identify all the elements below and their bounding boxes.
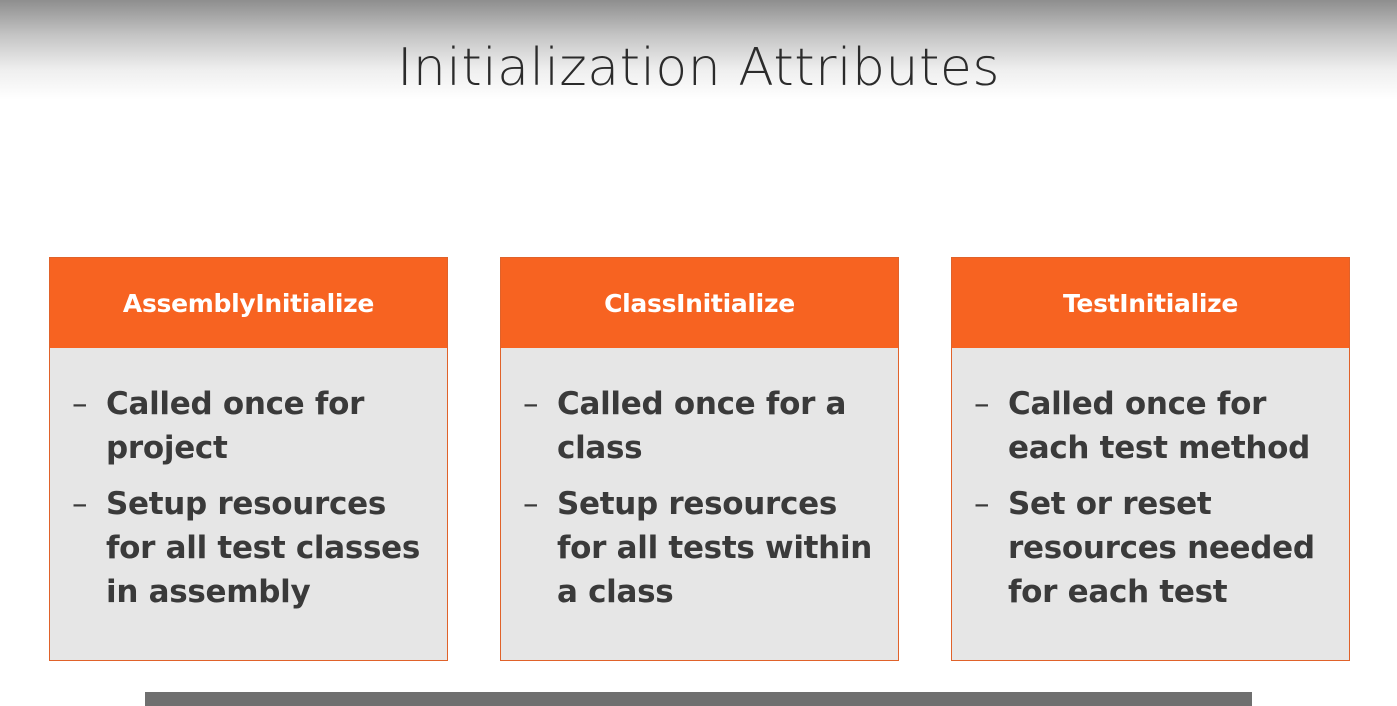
bullet-text: Called once for each test method — [1008, 386, 1310, 466]
dash-bullet: – — [974, 486, 990, 522]
card-header: TestInitialize — [952, 258, 1349, 348]
card-body — [952, 348, 1349, 614]
bullet-item — [974, 482, 1335, 614]
dash-bullet: – — [523, 386, 539, 422]
bullet-item — [523, 482, 884, 614]
dash-bullet: – — [523, 486, 539, 522]
bullet-text: Called once for a class — [557, 386, 847, 466]
card-assembly-initialize — [49, 257, 448, 661]
card-class-initialize — [500, 257, 899, 661]
card-header: ClassInitialize — [501, 258, 898, 348]
bullet-item — [72, 382, 433, 470]
card-body — [501, 348, 898, 614]
slide-title: Initialization Attributes — [397, 38, 1000, 98]
card-test-initialize — [951, 257, 1350, 661]
card-header: AssemblyInitialize — [50, 258, 447, 348]
bullet-item — [72, 482, 433, 614]
bullet-text: Called once for project — [106, 386, 365, 466]
bullet-item — [523, 382, 884, 470]
bullet-text: Setup resources for all test classes in assembly — [106, 486, 421, 610]
dash-bullet: – — [974, 386, 990, 422]
bullet-text: Setup resources for all tests within a class — [557, 486, 873, 610]
dash-bullet: – — [72, 486, 88, 522]
card-body — [50, 348, 447, 614]
bullet-item — [974, 382, 1335, 470]
bullet-text: Set or reset resources needed for each test — [1008, 486, 1315, 610]
dash-bullet: – — [72, 386, 88, 422]
bottom-bar — [145, 692, 1252, 706]
